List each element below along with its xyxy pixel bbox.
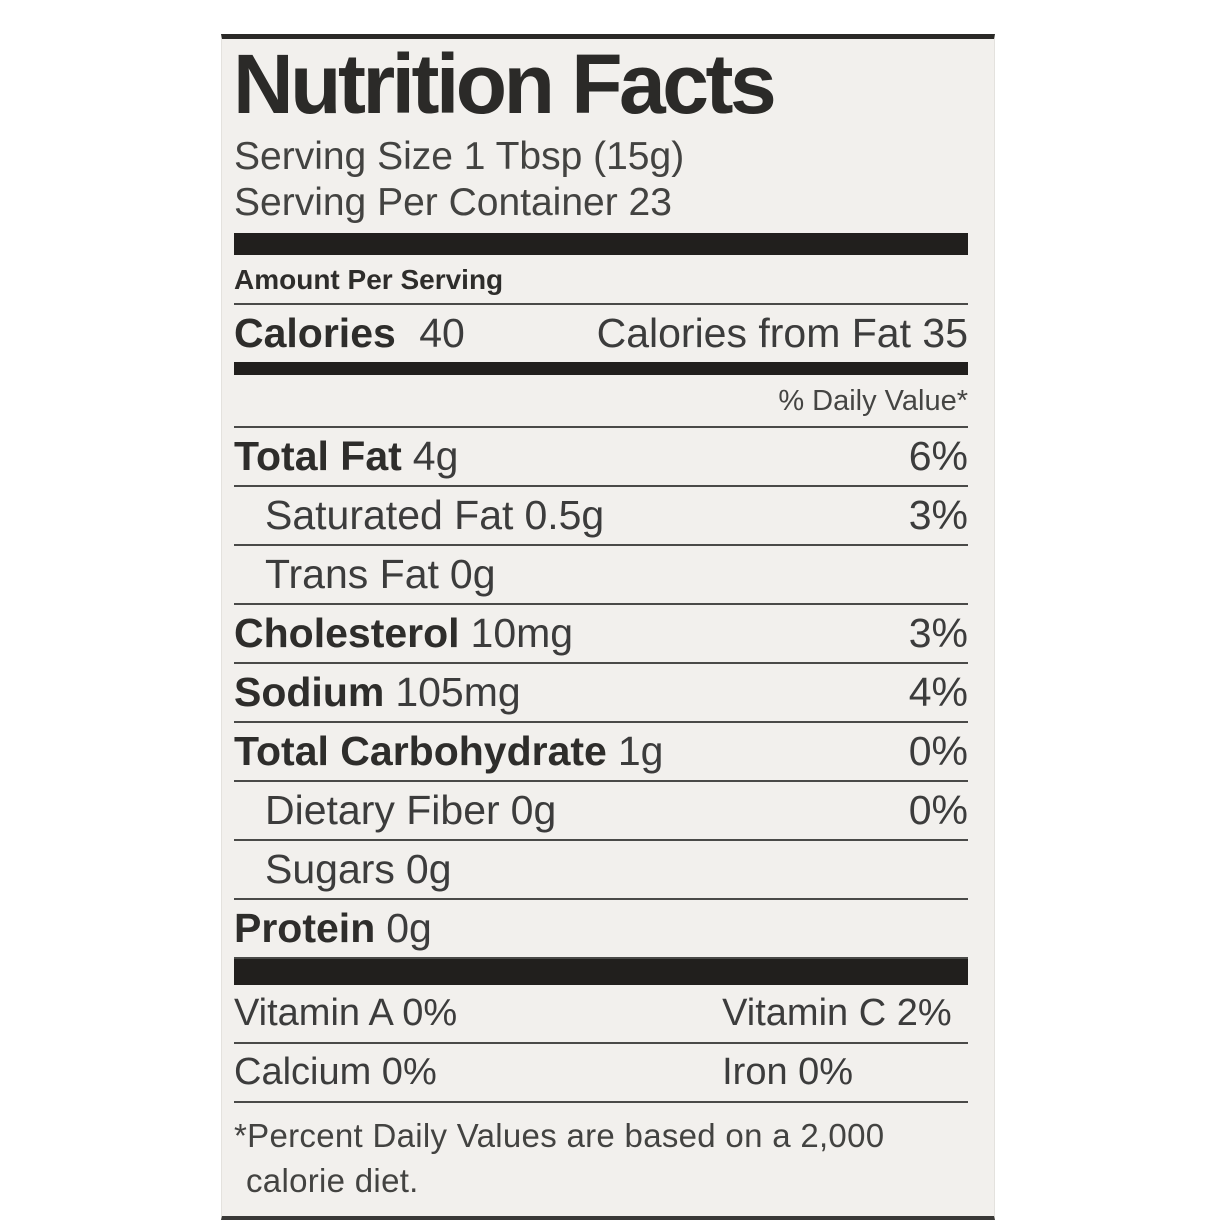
servings-per-container: Serving Per Container 23 — [234, 181, 672, 225]
nutrient-name: Sugars — [265, 846, 395, 893]
nutrient-row-saturated-fat — [234, 487, 968, 546]
nutrient-daily-value: 0% — [908, 787, 968, 834]
iron: Iron 0% — [722, 1051, 854, 1094]
vitamin-c: Vitamin C 2% — [722, 992, 952, 1035]
daily-value-footnote: *Percent Daily Values are based on a 2,000 calorie diet. — [234, 1117, 885, 1199]
nutrient-amount: 0g — [386, 905, 432, 952]
separator-bar-top — [234, 233, 968, 255]
nutrient-amount: 0g — [405, 846, 452, 893]
nutrient-amount: 0.5g — [524, 492, 605, 539]
amount-per-serving-label: Amount Per Serving — [234, 264, 504, 296]
calories-label: Calories — [234, 310, 396, 357]
micronutrient-row-vitamins — [234, 985, 968, 1044]
micronutrient-row-minerals — [234, 1044, 968, 1103]
nutrient-amount: 0g — [449, 551, 496, 598]
nutrient-row-dietary-fiber — [234, 782, 968, 841]
nutrient-row-protein — [234, 900, 968, 959]
nutrient-name: Sodium — [234, 669, 385, 716]
calcium: Calcium 0% — [234, 1051, 437, 1094]
serving-size: Serving Size 1 Tbsp (15g) — [234, 135, 685, 179]
nutrition-facts-label — [221, 34, 995, 1220]
nutrient-daily-value: 3% — [908, 610, 968, 657]
nutrient-name: Saturated Fat — [265, 492, 514, 539]
separator-bar-protein — [234, 959, 968, 985]
calories-left — [234, 310, 465, 357]
nutrient-name: Protein — [234, 905, 376, 952]
nutrient-name: Dietary Fiber — [265, 787, 500, 834]
daily-value-header: % Daily Value* — [234, 375, 968, 428]
vitamin-a: Vitamin A 0% — [234, 992, 458, 1035]
nutrient-amount: 0g — [510, 787, 557, 834]
calories-row — [234, 305, 968, 362]
nutrient-daily-value: 4% — [908, 669, 968, 716]
nutrient-amount: 1g — [617, 728, 664, 775]
nutrient-amount: 10mg — [470, 610, 574, 657]
nutrient-daily-value: 6% — [908, 433, 968, 480]
nutrient-daily-value: 0% — [908, 728, 968, 775]
separator-bar-calories — [234, 362, 968, 375]
calories-value: 40 — [419, 310, 465, 357]
nutrient-row-total-carbohydrate — [234, 723, 968, 782]
nutrient-amount: 105mg — [395, 669, 521, 716]
nutrient-amount: 4g — [412, 433, 459, 480]
nutrient-row-total-fat — [234, 428, 968, 487]
nutrient-name: Cholesterol — [234, 610, 460, 657]
nutrient-row-sodium — [234, 664, 968, 723]
label-title: Nutrition Facts — [233, 37, 774, 131]
nutrient-name: Total Carbohydrate — [234, 728, 607, 775]
nutrient-row-cholesterol — [234, 605, 968, 664]
amount-per-serving-row — [234, 255, 968, 305]
serving-info — [234, 134, 968, 226]
nutrient-name: Total Fat — [234, 433, 402, 480]
nutrient-row-trans-fat — [234, 546, 968, 605]
nutrient-daily-value: 3% — [908, 492, 968, 539]
calories-from-fat: Calories from Fat 35 — [596, 310, 968, 357]
nutrient-name: Trans Fat — [265, 551, 439, 598]
nutrient-row-sugars — [234, 841, 968, 900]
